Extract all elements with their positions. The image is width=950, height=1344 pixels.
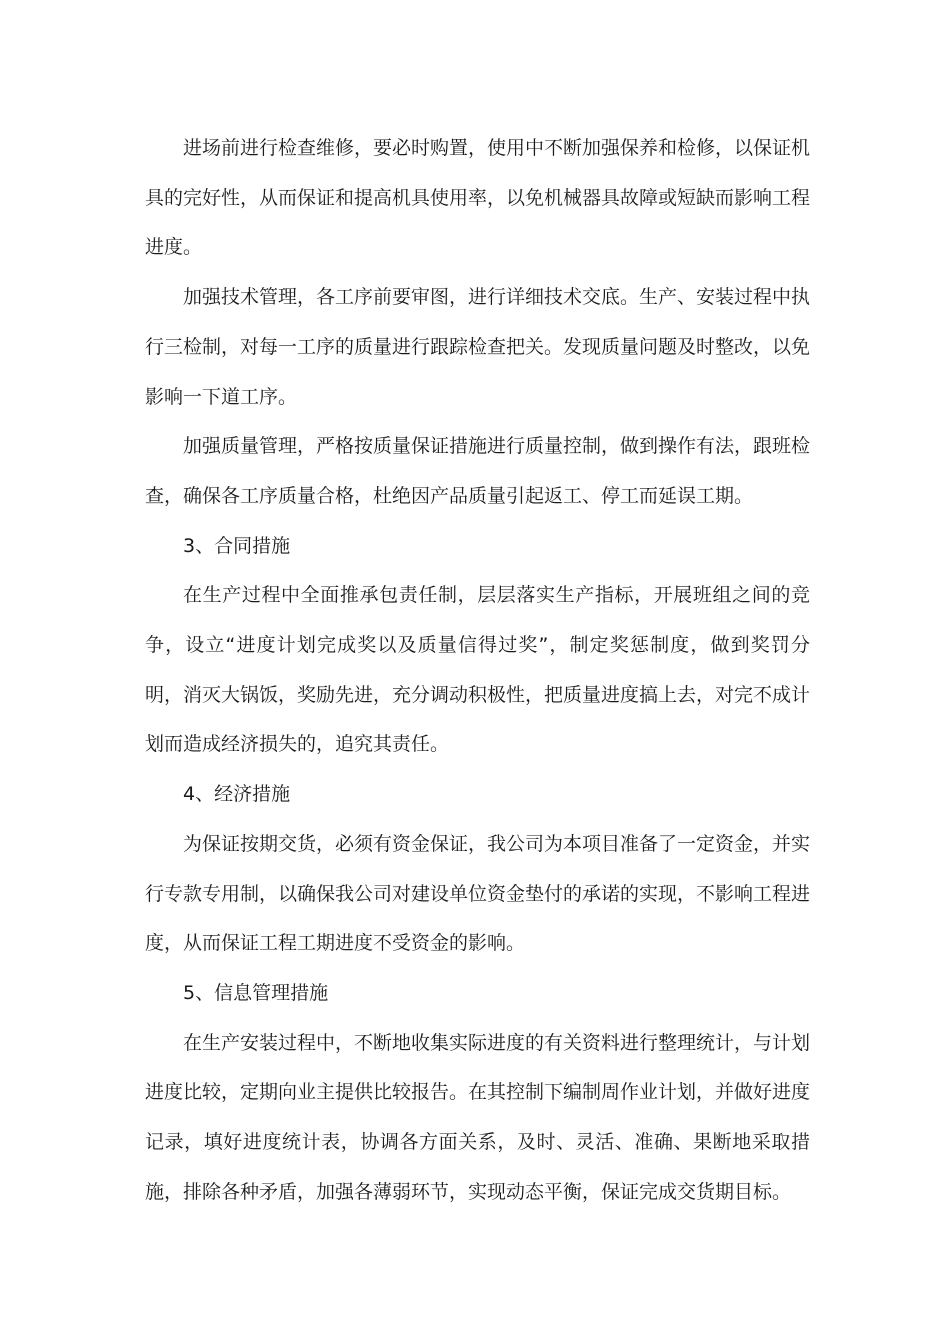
paragraph-equipment-maintenance: 进场前进行检查维修，要必时购置，使用中不断加强保养和检修，以保证机具的完好性，从而保证和提高机具使用率，以免机械器具故障或短缺而影响工程进度。 bbox=[145, 137, 811, 259]
paragraph-information-management: 在生产安装过程中，不断地收集实际进度的有关资料进行整理统计，与计划进度比较，定期向业主提供比较报告。在其控制下编制周作业计划，并做好进度记录，填好进度统计表，协调各方面关系，及时、灵活、准确、果断地采取措施，排除各种矛盾，加强各薄弱环节，实现动态平衡，保证完成交货期目标。 bbox=[145, 1031, 811, 1203]
document-body bbox=[145, 124, 810, 1217]
paragraph-contract-measures: 在生产过程中全面推承包责任制，层层落实生产指标，开展班组之间的竞争，设立“进度计划完成奖以及质量信得过奖”，制定奖惩制度，做到奖罚分明，消灭大锅饭，奖励先进，充分调动积极性，把质量进度搞上去，对完不成计划而造成经济损失的，追究其责任。 bbox=[145, 584, 811, 756]
paragraph-economic-measures: 为保证按期交货，必须有资金保证，我公司为本项目准备了一定资金，并实行专款专用制，以确保我公司对建设单位资金垫付的承诺的实现，不影响工程进度，从而保证工程工期进度不受资金的影响。 bbox=[145, 832, 811, 955]
heading-contract-measures: 3、合同措施 bbox=[183, 534, 291, 557]
heading-information-management: 5、信息管理措施 bbox=[183, 981, 329, 1004]
paragraph-quality-management: 加强质量管理，严格按质量保证措施进行质量控制，做到操作有法，跟班检查，确保各工序质量合格，杜绝因产品质量引起返工、停工而延误工期。 bbox=[145, 435, 811, 507]
heading-economic-measures: 4、经济措施 bbox=[183, 783, 291, 806]
paragraph-technical-management: 加强技术管理，各工序前要审图，进行详细技术交底。生产、安装过程中执行三检制，对每一工序的质量进行跟踪检查把关。发现质量问题及时整改，以免影响一下道工序。 bbox=[145, 286, 811, 408]
